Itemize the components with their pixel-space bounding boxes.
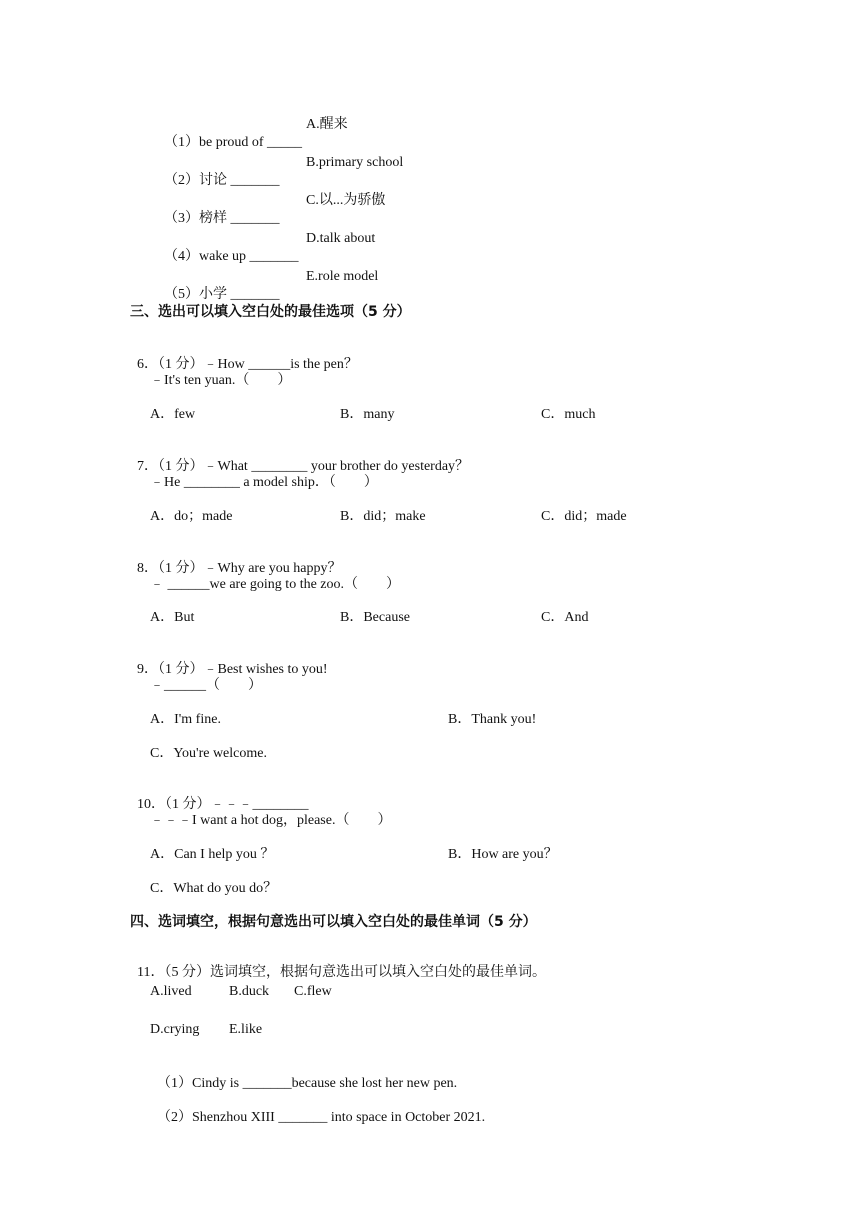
question-8-option-b: B．Because (340, 610, 410, 625)
question-6-option-b: B．many (340, 407, 395, 422)
matching-item-4: （4）wake up _______ (164, 249, 299, 264)
matching-item-5: （5）小学 _______ (164, 287, 280, 302)
word-bank-d: D.crying (150, 1022, 200, 1037)
question-6-line2: ﹣It's ten yuan.（ ） (150, 373, 292, 388)
matching-option-c: C.以...为骄傲 (306, 193, 386, 208)
question-9: 9．（1 分）﹣Best wishes to you! (137, 662, 328, 677)
question-10-option-c: C．What do you do？ (150, 881, 278, 896)
word-bank-e: E.like (229, 1022, 263, 1037)
question-7-option-c: C．did；made (541, 509, 627, 524)
question-7-option-a: A．do；made (150, 509, 233, 524)
question-6: 6．（1 分）﹣How ______is the pen？ (137, 357, 358, 372)
matching-item-1: （1）be proud of _____ (164, 135, 303, 150)
question-8-line2: ﹣ ______we are going to the zoo.（ ） (150, 577, 401, 592)
matching-option-d: D.talk about (306, 231, 376, 246)
matching-option-b: B.primary school (306, 155, 404, 170)
question-6-option-c: C．much (541, 407, 596, 422)
question-11: 11．（5 分）选词填空，根据句意选出可以填入空白处的最佳单词。 (137, 965, 546, 980)
word-bank-a: A.lived (150, 984, 192, 999)
question-10-option-b: B．How are you？ (448, 847, 558, 862)
question-7-line2: ﹣He ________ a model ship．（ ） (150, 475, 378, 490)
word-bank-b: B.duck (229, 984, 270, 999)
word-bank-c: C.flew (294, 984, 332, 999)
question-8-option-a: A．But (150, 610, 195, 625)
question-7: 7．（1 分）﹣What ________ your brother do yesterday？ (137, 459, 470, 474)
question-9-option-c: C．You're welcome. (150, 746, 267, 761)
matching-item-2: （2）讨论 _______ (164, 173, 280, 188)
question-10: 10．（1 分）﹣﹣﹣________ (137, 797, 309, 812)
section3-title: 三、选出可以填入空白处的最佳选项（5 分） (130, 304, 411, 320)
question-10-option-a: A．Can I help you ？ (150, 847, 275, 862)
question-9-line2: ﹣______（ ） (150, 678, 262, 693)
matching-option-a: A.醒来 (306, 117, 348, 132)
question-9-option-b: B．Thank you! (448, 712, 537, 727)
question-6-option-a: A．few (150, 407, 196, 422)
question-9-option-a: A．I'm fine. (150, 712, 221, 727)
fill-sentence-2: （2）Shenzhou XIII _______ into space in October 2021. (157, 1110, 486, 1125)
fill-sentence-1: （1）Cindy is _______because she lost her new pen. (157, 1076, 458, 1091)
question-10-line2: ﹣﹣﹣I want a hot dog，please.（ ） (150, 813, 392, 828)
matching-item-3: （3）榜样 _______ (164, 211, 280, 226)
matching-option-e: E.role model (306, 269, 379, 284)
section4-title: 四、选词填空，根据句意选出可以填入空白处的最佳单词（5 分） (130, 914, 537, 930)
question-7-option-b: B．did；make (340, 509, 426, 524)
question-8: 8．（1 分）﹣Why are you happy？ (137, 561, 342, 576)
question-8-option-c: C．And (541, 610, 589, 625)
